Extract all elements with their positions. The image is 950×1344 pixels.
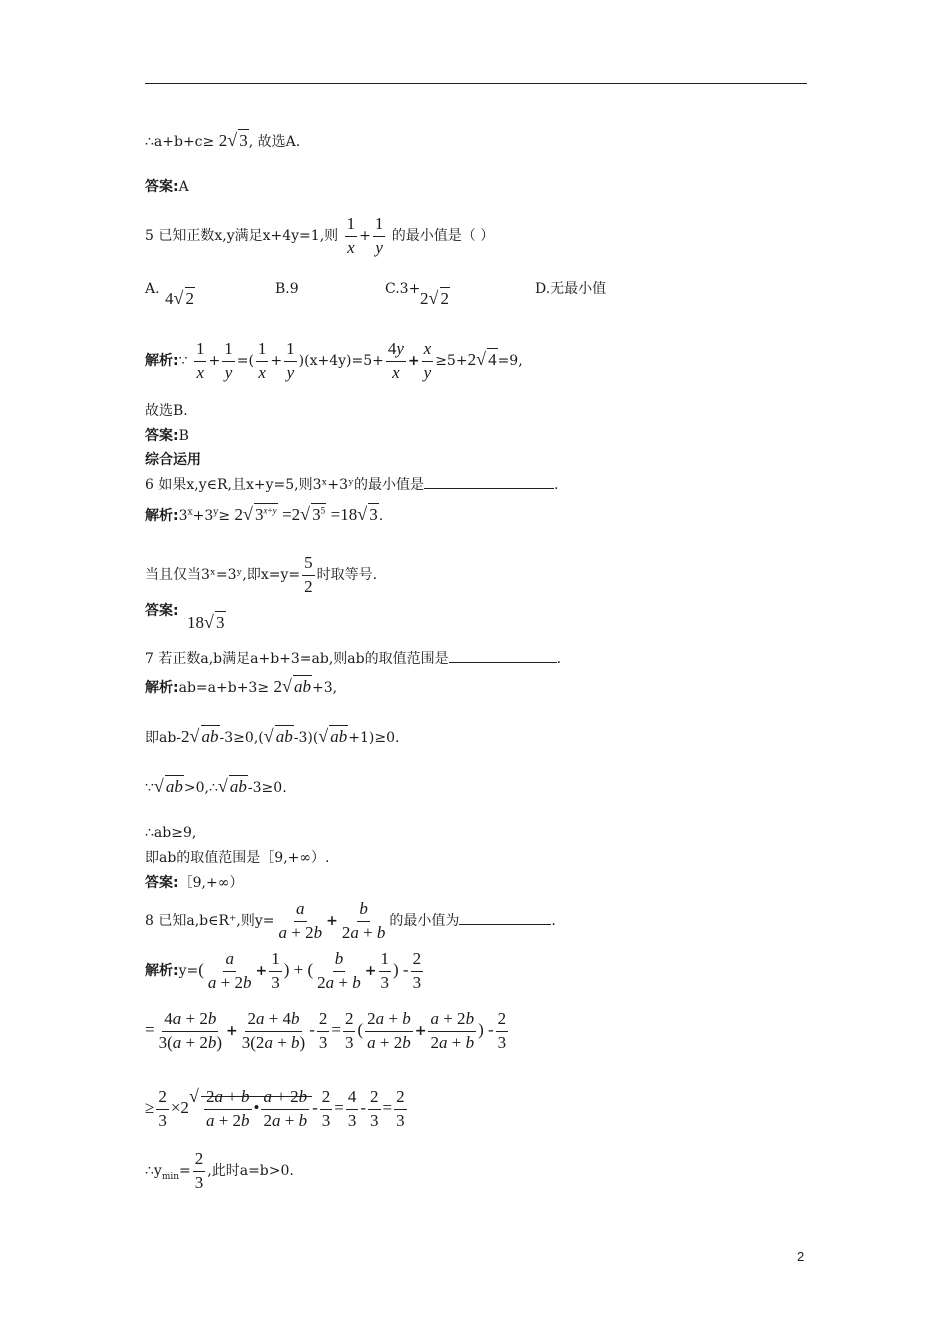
q8-solution-2: = $\frac{4a + 2b}{3(a + 2b)}$ + $\frac{2a + 4b}{3(2a + b)}$ - $\frac{2}{3}$ = $\frac{2}{3}$ ( $\frac{2a + b}{a + 2b}$ + $\frac{a + 2b}{2a + b}$ ) - $\frac{2}{3}$ <box>145 1009 507 1052</box>
q8-final: $\therefore y_{min}=$ $\frac{2}{3}$ ,此时a=b>0. <box>145 1149 294 1192</box>
q8-solution-1: 解析:y=( $\frac{a}{a + 2b}$ + $\frac{1}{3}$ ) + ( $\frac{b}{2a + b}$ + $\frac{1}{3}$ ) - $\frac{2}{3}$ <box>145 949 422 992</box>
answer-line: 答案:A <box>145 179 189 195</box>
option-c-value: 2√ 2 <box>420 290 450 307</box>
answer-q6-value: 18√ 3 <box>187 614 226 631</box>
answer-q7: 答案:［9,+∞） <box>145 875 244 891</box>
page-number: 2 <box>797 1249 805 1264</box>
option-b: B.9 <box>275 281 299 297</box>
q8-solution-3: ≥ $\frac{2}{3}$ ×2 √ $\frac{2a + b}{a + 2b}$ • $\frac{a + 2b}{2a + b}$ - $\frac{2}{3}$ = $\frac{4}{3}$ - $\frac{2}{3}$ = $\frac{2}{3}$ <box>145 1088 409 1130</box>
answer-line-b: 答案:B <box>145 428 189 444</box>
question-5: 5 已知正数x,y满足x+4y=1,则 $\frac{1}{x}$ + $\frac{1}{y}$ 的最小值是（ ） <box>145 214 495 257</box>
section-title: 综合运用 <box>145 452 201 468</box>
q7-step3: ∵√ ab>0,∴√ ab-3≥0. <box>145 778 287 795</box>
question-8: 8 已知a,b∈R⁺,则y= $\frac{a}{a + 2b}$ + $\frac{b}{2a + b}$ 的最小值为 . <box>145 899 556 942</box>
options-row: A. <box>145 281 160 297</box>
q5-conclusion: 故选B. <box>145 403 188 419</box>
q7-solution: 解析:ab=a+b+3≥ 2√ ab+3, <box>145 678 337 695</box>
q6-equality: 当且仅当3ˣ=3ʸ,即x=y= $\frac{5}{2}$ 时取等号. <box>145 553 378 596</box>
q7-step4: ∴ab≥9, <box>145 825 197 841</box>
option-d: D.无最小值 <box>535 281 607 297</box>
header-rule <box>145 83 807 84</box>
conclusion-line: ∴a+b+c≥ 2√ 3, 故选A. <box>145 132 300 149</box>
question-6: 6 如果x,y∈R,且x+y=5,则3ˣ+3ʸ的最小值是 . <box>145 477 559 493</box>
answer-q6: 答案: <box>145 603 179 619</box>
q7-step2: 即ab-2√ ab-3≥0,(√ ab-3)(√ ab+1)≥0. <box>145 728 399 745</box>
option-c: C.3+ <box>385 281 421 297</box>
question-7: 7 若正数a,b满足a+b+3=ab,则ab的取值范围是 . <box>145 651 562 667</box>
q7-range: 即ab的取值范围是［9,+∞）. <box>145 850 330 866</box>
q6-solution: 解析$:3^x+3^y\ge 2√$ $3^{x+y} =2√$ $3^5 =18√$ 3. <box>145 506 383 523</box>
q5-solution: 解析:∵ $\frac{1}{x}$ + $\frac{1}{y}$ =( $\frac{1}{x}$ + $\frac{1}{y}$ )(x+4y)=5+ $\frac{4y}{x}$ + $\frac{x}{y}$ ≥5+2√ 4=9, <box>145 340 523 382</box>
option-a-value: 4√ 2 <box>165 290 195 307</box>
